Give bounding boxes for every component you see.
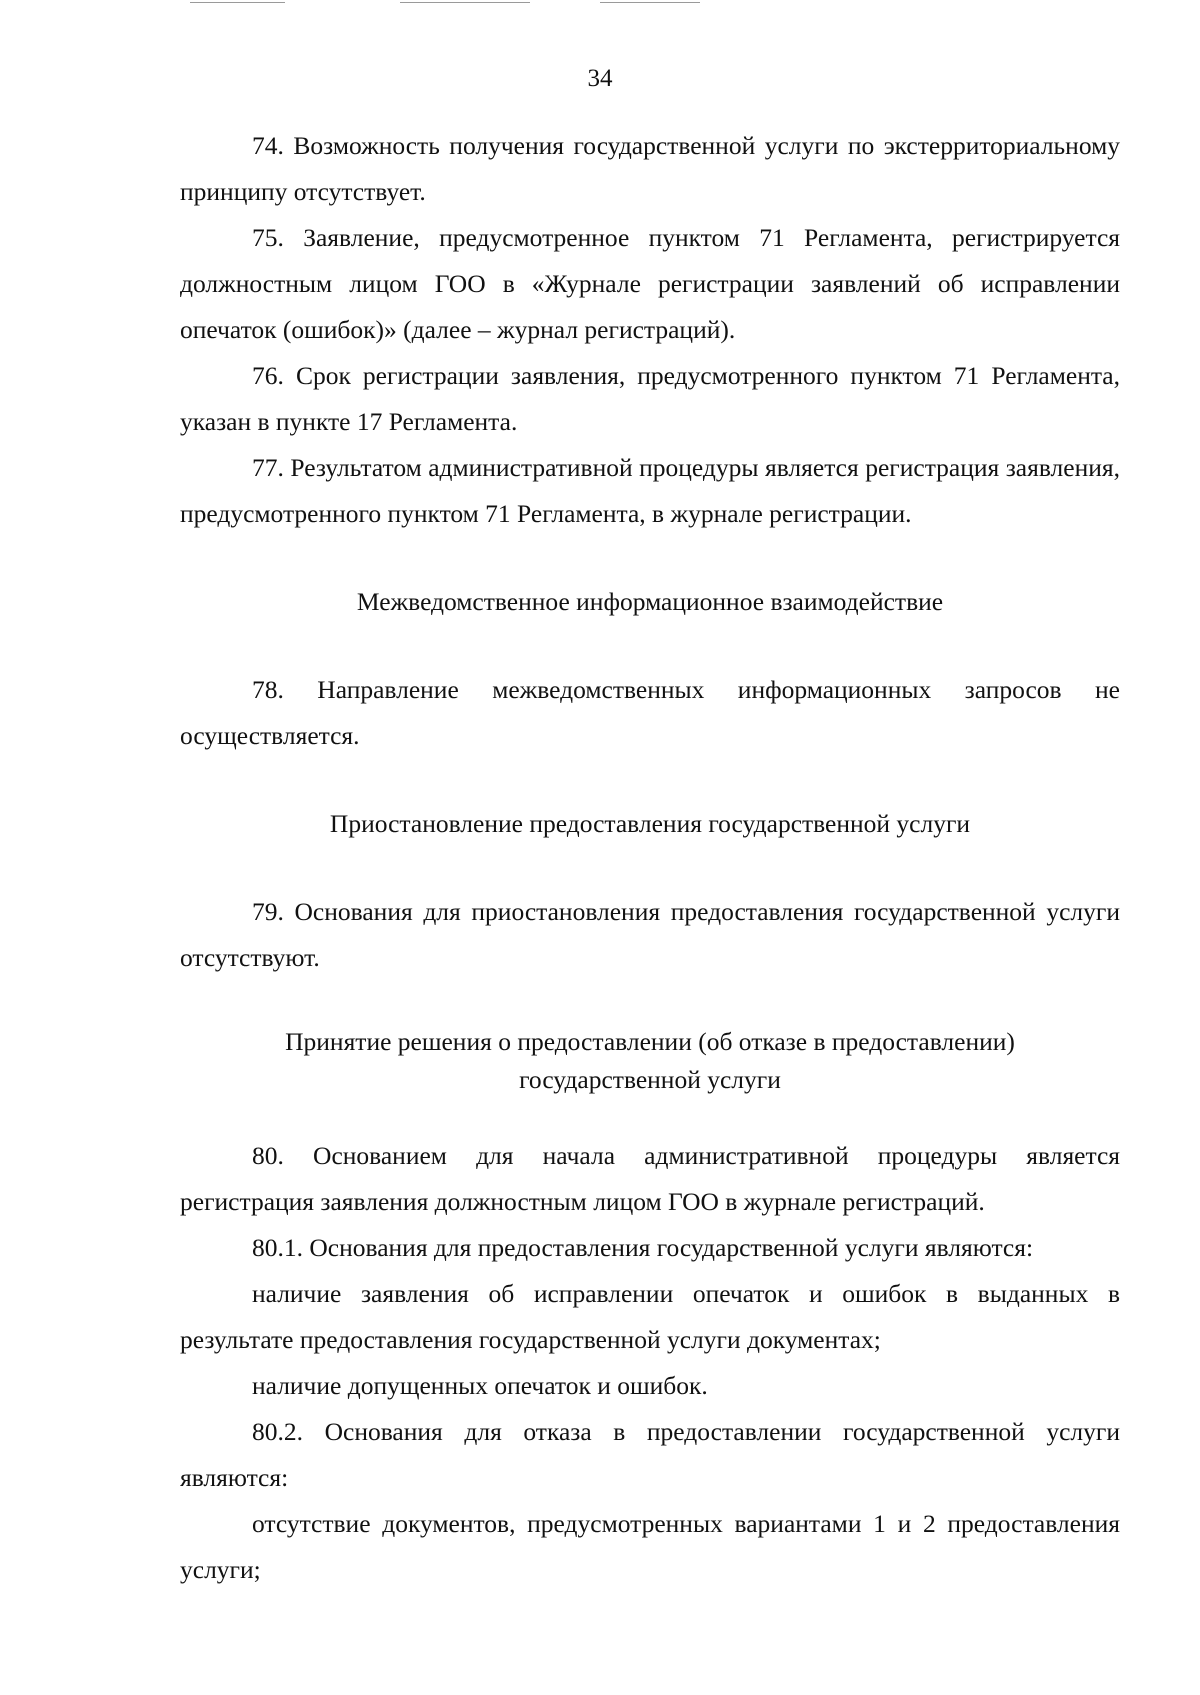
paragraph-80-1: 80.1. Основания для предоставления государственной услуги являются: [252,1233,1034,1262]
section-heading-suspension: Приостановление предоставления государственной услуги [329,809,971,838]
list-item-80-2-a: отсутствие документов, предусмотренных вариантами 1 и 2 предоставления услуги; [180,1509,1120,1584]
section-heading-decision-line2: государственной услуги [519,1065,781,1094]
paragraph-75: 75. Заявление, предусмотренное пунктом 71 Регламента, регистрируется должностным лицом ГОО в «Журнале регистрации заявлений об исправлении опечаток (ошибок)» (далее – журнал регистраций). [180,223,1120,344]
document-body [180,123,1120,1593]
section-heading-decision-line1: Принятие решения о предоставлении (об отказе в предоставлении) [285,1027,1015,1056]
section-heading-interagency: Межведомственное информационное взаимодействие [356,587,944,616]
section-heading-decision [180,1023,1120,1099]
paragraph-74: 74. Возможность получения государственной услуги по экстерриториальному принципу отсутствует. [180,131,1120,206]
list-item-80-1-b: наличие допущенных опечаток и ошибок. [252,1371,708,1400]
page-number: 34 [587,65,613,92]
scan-edge-marks [0,0,1200,6]
paragraph-77: 77. Результатом административной процедуры является регистрация заявления, предусмотренного пунктом 71 Регламента, в журнале регистрации. [180,453,1120,528]
paragraph-79: 79. Основания для приостановления предоставления государственной услуги отсутствуют. [180,897,1120,972]
paragraph-80: 80. Основанием для начала административной процедуры является регистрация заявления должностным лицом ГОО в журнале регистраций. [180,1141,1120,1216]
paragraph-76: 76. Срок регистрации заявления, предусмотренного пунктом 71 Регламента, указан в пункте 17 Регламента. [180,361,1120,436]
paragraph-80-2: 80.2. Основания для отказа в предоставлении государственной услуги являются: [180,1417,1120,1492]
paragraph-78: 78. Направление межведомственных информационных запросов не осуществляется. [180,675,1120,750]
list-item-80-1-a: наличие заявления об исправлении опечаток и ошибок в выданных в результате предоставления государственной услуги документах; [180,1279,1120,1354]
